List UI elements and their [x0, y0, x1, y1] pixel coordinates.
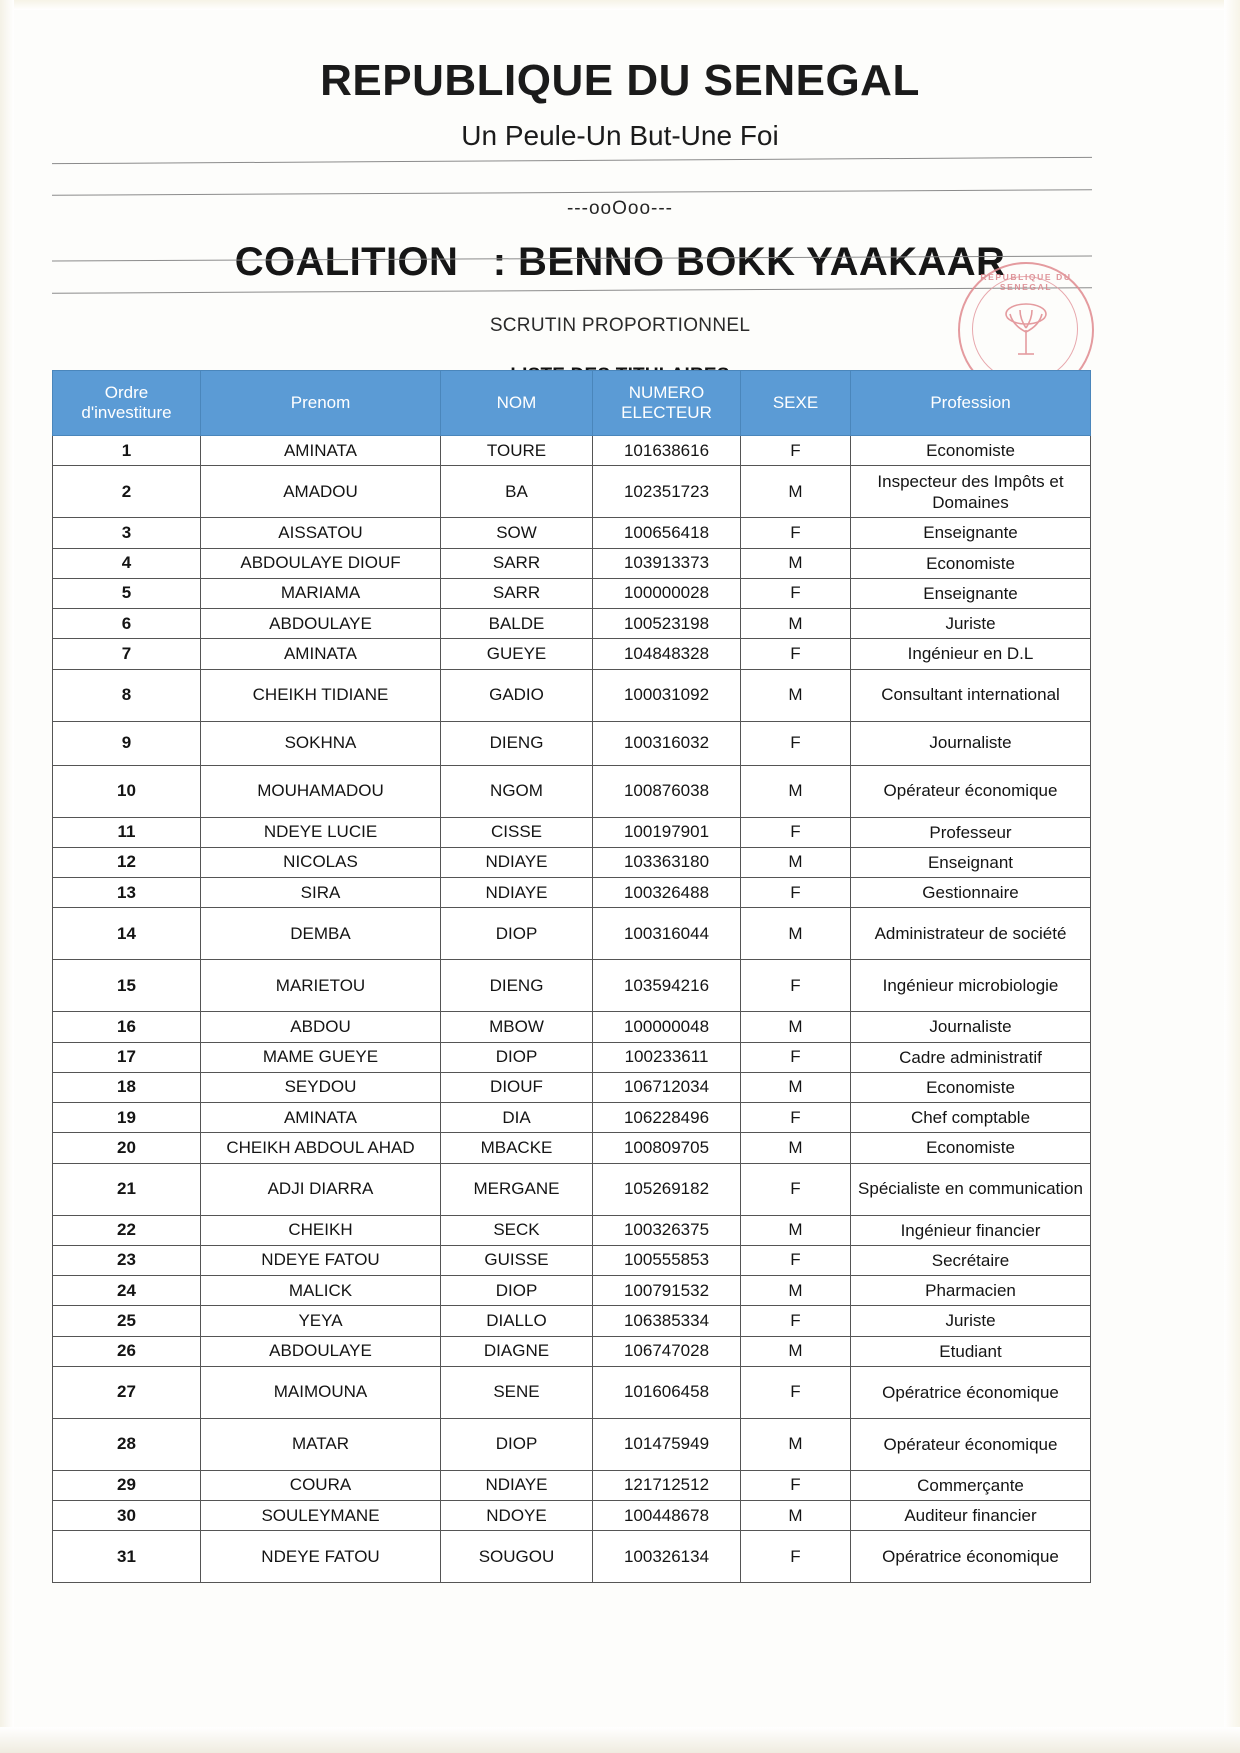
cell-sexe: M: [741, 765, 851, 817]
cell-prenom: CHEIKH ABDOUL AHAD: [201, 1133, 441, 1163]
table-row: [53, 817, 1091, 847]
col-header-nom: NOM: [441, 371, 593, 436]
cell-sexe: F: [741, 1103, 851, 1133]
cell-prenom: ABDOULAYE DIOUF: [201, 548, 441, 578]
cell-nom: SENE: [441, 1366, 593, 1418]
cell-profession: Pharmacien: [851, 1276, 1091, 1306]
coalition-title: COALITION : BENNO BOKK YAAKAAR: [234, 240, 1006, 284]
table-row: [53, 1306, 1091, 1336]
cell-numero: 103594216: [593, 960, 741, 1012]
cell-sexe: M: [741, 609, 851, 639]
cell-profession: Inspecteur des Impôts et Domaines: [851, 466, 1091, 518]
ornament-separator: ---ooOoo---: [566, 198, 673, 219]
col-header-sexe: SEXE: [741, 371, 851, 436]
cell-sexe: F: [741, 436, 851, 466]
cell-numero: 101606458: [593, 1366, 741, 1418]
table-row: [53, 436, 1091, 466]
cell-profession: Secrétaire: [851, 1245, 1091, 1275]
cell-numero: 100326488: [593, 878, 741, 908]
cell-numero: 100523198: [593, 609, 741, 639]
cell-numero: 106385334: [593, 1306, 741, 1336]
cell-ordre: 24: [53, 1276, 201, 1306]
table-row: [53, 1042, 1091, 1072]
cell-profession: Opératrice économique: [851, 1531, 1091, 1583]
national-motto: Un Peule-Un But-Une Foi: [461, 120, 779, 151]
scan-edge-bottom: [0, 1727, 1240, 1753]
cell-nom: DIALLO: [441, 1306, 593, 1336]
cell-profession: Economiste: [851, 1133, 1091, 1163]
cell-sexe: M: [741, 1072, 851, 1102]
cell-nom: SECK: [441, 1215, 593, 1245]
cell-ordre: 4: [53, 548, 201, 578]
cell-profession: Enseignante: [851, 578, 1091, 608]
cell-ordre: 30: [53, 1501, 201, 1531]
cell-prenom: MATAR: [201, 1418, 441, 1470]
cell-sexe: M: [741, 908, 851, 960]
cell-sexe: M: [741, 1501, 851, 1531]
cell-nom: SOUGOU: [441, 1531, 593, 1583]
cell-profession: Juriste: [851, 1306, 1091, 1336]
cell-prenom: NDEYE LUCIE: [201, 817, 441, 847]
cell-profession: Economiste: [851, 1072, 1091, 1102]
cell-ordre: 14: [53, 908, 201, 960]
col-header-ordre-line2: d'investiture: [81, 403, 172, 422]
cell-prenom: AMADOU: [201, 466, 441, 518]
cell-nom: DIOP: [441, 1418, 593, 1470]
cell-profession: Enseignante: [851, 518, 1091, 548]
cell-sexe: F: [741, 1163, 851, 1215]
table-row: [53, 1215, 1091, 1245]
cell-numero: 100448678: [593, 1501, 741, 1531]
table-row: [53, 1336, 1091, 1366]
cell-prenom: AMINATA: [201, 639, 441, 669]
cell-nom: NDIAYE: [441, 847, 593, 877]
cell-numero: 100876038: [593, 765, 741, 817]
cell-ordre: 15: [53, 960, 201, 1012]
cell-numero: 100031092: [593, 669, 741, 721]
cell-profession: Spécialiste en communication: [851, 1163, 1091, 1215]
cell-prenom: MARIETOU: [201, 960, 441, 1012]
cell-sexe: M: [741, 847, 851, 877]
cell-sexe: F: [741, 1366, 851, 1418]
country-title: REPUBLIQUE DU SENEGAL: [320, 56, 920, 105]
table-header: [53, 371, 1091, 436]
cell-numero: 100316044: [593, 908, 741, 960]
cell-prenom: AISSATOU: [201, 518, 441, 548]
cell-nom: SARR: [441, 548, 593, 578]
cell-sexe: M: [741, 1012, 851, 1042]
cell-sexe: M: [741, 1276, 851, 1306]
table-row: [53, 1072, 1091, 1102]
table-row: [53, 1276, 1091, 1306]
cell-profession: Gestionnaire: [851, 878, 1091, 908]
cell-nom: TOURE: [441, 436, 593, 466]
cell-ordre: 6: [53, 609, 201, 639]
cell-profession: Professeur: [851, 817, 1091, 847]
cell-numero: 100326375: [593, 1215, 741, 1245]
cell-numero: 106712034: [593, 1072, 741, 1102]
cell-numero: 101475949: [593, 1418, 741, 1470]
cell-nom: GADIO: [441, 669, 593, 721]
cell-prenom: SIRA: [201, 878, 441, 908]
table-header-row: [53, 371, 1091, 436]
cell-profession: Ingénieur microbiologie: [851, 960, 1091, 1012]
cell-profession: Ingénieur en D.L: [851, 639, 1091, 669]
cell-sexe: F: [741, 960, 851, 1012]
cell-profession: Consultant international: [851, 669, 1091, 721]
cell-profession: Ingénieur financier: [851, 1215, 1091, 1245]
cell-ordre: 11: [53, 817, 201, 847]
titulaires-table: [52, 370, 1091, 1583]
table-row: [53, 609, 1091, 639]
cell-numero: 100233611: [593, 1042, 741, 1072]
table-body: [53, 436, 1091, 1583]
cell-nom: GUEYE: [441, 639, 593, 669]
cell-numero: 106747028: [593, 1336, 741, 1366]
cell-profession: Opérateur économique: [851, 1418, 1091, 1470]
stamp-text-top: REPUBLIQUE DU SENEGAL: [980, 272, 1072, 292]
cell-prenom: SEYDOU: [201, 1072, 441, 1102]
cell-nom: SOW: [441, 518, 593, 548]
cell-nom: SARR: [441, 578, 593, 608]
cell-nom: GUISSE: [441, 1245, 593, 1275]
cell-prenom: ABDOULAYE: [201, 1336, 441, 1366]
cell-prenom: AMINATA: [201, 1103, 441, 1133]
cell-numero: 102351723: [593, 466, 741, 518]
cell-nom: DIOP: [441, 1276, 593, 1306]
cell-prenom: SOULEYMANE: [201, 1501, 441, 1531]
cell-prenom: SOKHNA: [201, 721, 441, 765]
cell-numero: 105269182: [593, 1163, 741, 1215]
cell-nom: DIOUF: [441, 1072, 593, 1102]
cell-nom: NGOM: [441, 765, 593, 817]
col-header-numero-line2: ELECTEUR: [621, 403, 712, 422]
cell-prenom: AMINATA: [201, 436, 441, 466]
cell-nom: NDIAYE: [441, 878, 593, 908]
col-header-prenom: Prenom: [201, 371, 441, 436]
cell-prenom: CHEIKH: [201, 1215, 441, 1245]
table-row: [53, 548, 1091, 578]
cell-sexe: F: [741, 721, 851, 765]
cell-sexe: M: [741, 1336, 851, 1366]
cell-ordre: 21: [53, 1163, 201, 1215]
col-header-numero-electeur: [593, 371, 741, 436]
table-row: [53, 721, 1091, 765]
cell-nom: DIENG: [441, 960, 593, 1012]
cell-profession: Journaliste: [851, 1012, 1091, 1042]
cell-nom: MBACKE: [441, 1133, 593, 1163]
cell-prenom: MAIMOUNA: [201, 1366, 441, 1418]
cell-prenom: ADJI DIARRA: [201, 1163, 441, 1215]
cell-prenom: MARIAMA: [201, 578, 441, 608]
cell-ordre: 5: [53, 578, 201, 608]
divider-rule-2: [52, 189, 1092, 195]
table-row: [53, 847, 1091, 877]
cell-sexe: F: [741, 518, 851, 548]
cell-nom: DIAGNE: [441, 1336, 593, 1366]
cell-sexe: F: [741, 639, 851, 669]
cell-sexe: M: [741, 1418, 851, 1470]
cell-nom: CISSE: [441, 817, 593, 847]
cell-ordre: 23: [53, 1245, 201, 1275]
cell-ordre: 7: [53, 639, 201, 669]
table-row: [53, 1501, 1091, 1531]
cell-nom: DIENG: [441, 721, 593, 765]
cell-ordre: 1: [53, 436, 201, 466]
divider-rule-1: [52, 157, 1092, 164]
cell-numero: 100656418: [593, 518, 741, 548]
cell-nom: DIOP: [441, 908, 593, 960]
cell-profession: Commerçante: [851, 1470, 1091, 1500]
cell-sexe: F: [741, 1245, 851, 1275]
cell-nom: NDOYE: [441, 1501, 593, 1531]
cell-sexe: F: [741, 1042, 851, 1072]
cell-sexe: M: [741, 1133, 851, 1163]
cell-ordre: 19: [53, 1103, 201, 1133]
cell-nom: BA: [441, 466, 593, 518]
scrutin-subtitle: SCRUTIN PROPORTIONNEL: [489, 315, 751, 336]
cell-ordre: 12: [53, 847, 201, 877]
table-row: [53, 578, 1091, 608]
cell-ordre: 31: [53, 1531, 201, 1583]
cell-prenom: DEMBA: [201, 908, 441, 960]
cell-ordre: 25: [53, 1306, 201, 1336]
cell-sexe: M: [741, 548, 851, 578]
cell-ordre: 9: [53, 721, 201, 765]
cell-profession: Etudiant: [851, 1336, 1091, 1366]
cell-prenom: ABDOULAYE: [201, 609, 441, 639]
cell-ordre: 13: [53, 878, 201, 908]
cell-numero: 101638616: [593, 436, 741, 466]
table-row: [53, 1103, 1091, 1133]
cell-prenom: YEYA: [201, 1306, 441, 1336]
cell-prenom: ABDOU: [201, 1012, 441, 1042]
cell-ordre: 16: [53, 1012, 201, 1042]
cell-numero: 100555853: [593, 1245, 741, 1275]
cell-numero: 104848328: [593, 639, 741, 669]
table-row: [53, 1470, 1091, 1500]
table-row: [53, 639, 1091, 669]
cell-numero: 100000048: [593, 1012, 741, 1042]
col-header-ordre-line1: Ordre: [104, 382, 149, 402]
cell-sexe: M: [741, 466, 851, 518]
table-row: [53, 1133, 1091, 1163]
cell-nom: MBOW: [441, 1012, 593, 1042]
cell-prenom: CHEIKH TIDIANE: [201, 669, 441, 721]
cell-numero: 106228496: [593, 1103, 741, 1133]
cell-sexe: F: [741, 878, 851, 908]
cell-profession: Enseignant: [851, 847, 1091, 877]
cell-sexe: M: [741, 1215, 851, 1245]
cell-sexe: F: [741, 1470, 851, 1500]
table-row: [53, 1531, 1091, 1583]
table-row: [53, 518, 1091, 548]
table-row: [53, 960, 1091, 1012]
cell-profession: Cadre administratif: [851, 1042, 1091, 1072]
cell-numero: 100326134: [593, 1531, 741, 1583]
cell-sexe: F: [741, 578, 851, 608]
cell-numero: 100000028: [593, 578, 741, 608]
cell-profession: Administrateur de société: [851, 908, 1091, 960]
cell-ordre: 27: [53, 1366, 201, 1418]
table-row: [53, 1012, 1091, 1042]
table-row: [53, 466, 1091, 518]
cell-prenom: NICOLAS: [201, 847, 441, 877]
cell-prenom: NDEYE FATOU: [201, 1245, 441, 1275]
cell-numero: 100197901: [593, 817, 741, 847]
titulaires-table-wrap: [52, 370, 1090, 1583]
cell-profession: Economiste: [851, 548, 1091, 578]
cell-sexe: F: [741, 1531, 851, 1583]
document-header: [0, 0, 1240, 387]
cell-numero: 100316032: [593, 721, 741, 765]
cell-prenom: MOUHAMADOU: [201, 765, 441, 817]
cell-ordre: 18: [53, 1072, 201, 1102]
cell-profession: Economiste: [851, 436, 1091, 466]
cell-numero: 103363180: [593, 847, 741, 877]
col-header-numero-line1: NUMERO: [628, 382, 705, 402]
table-row: [53, 765, 1091, 817]
cell-nom: MERGANE: [441, 1163, 593, 1215]
cell-ordre: 29: [53, 1470, 201, 1500]
table-row: [53, 908, 1091, 960]
cell-numero: 100791532: [593, 1276, 741, 1306]
cell-ordre: 2: [53, 466, 201, 518]
cell-ordre: 22: [53, 1215, 201, 1245]
cell-nom: DIOP: [441, 1042, 593, 1072]
cell-ordre: 26: [53, 1336, 201, 1366]
cell-ordre: 20: [53, 1133, 201, 1163]
cell-numero: 121712512: [593, 1470, 741, 1500]
cell-ordre: 8: [53, 669, 201, 721]
cell-profession: Opératrice économique: [851, 1366, 1091, 1418]
cell-nom: NDIAYE: [441, 1470, 593, 1500]
table-row: [53, 878, 1091, 908]
cell-nom: DIA: [441, 1103, 593, 1133]
divider-rule-4: [52, 287, 1092, 293]
cell-prenom: COURA: [201, 1470, 441, 1500]
cell-ordre: 28: [53, 1418, 201, 1470]
cell-numero: 103913373: [593, 548, 741, 578]
table-row: [53, 669, 1091, 721]
cell-ordre: 10: [53, 765, 201, 817]
cell-prenom: MAME GUEYE: [201, 1042, 441, 1072]
cell-sexe: M: [741, 669, 851, 721]
cell-ordre: 17: [53, 1042, 201, 1072]
cell-profession: Chef comptable: [851, 1103, 1091, 1133]
cell-profession: Opérateur économique: [851, 765, 1091, 817]
cell-sexe: F: [741, 817, 851, 847]
cell-nom: BALDE: [441, 609, 593, 639]
cell-ordre: 3: [53, 518, 201, 548]
cell-prenom: MALICK: [201, 1276, 441, 1306]
cell-numero: 100809705: [593, 1133, 741, 1163]
cell-profession: Auditeur financier: [851, 1501, 1091, 1531]
table-row: [53, 1245, 1091, 1275]
table-row: [53, 1418, 1091, 1470]
table-row: [53, 1163, 1091, 1215]
table-row: [53, 1366, 1091, 1418]
col-header-ordre: [53, 371, 201, 436]
col-header-profession: Profession: [851, 371, 1091, 436]
cell-profession: Journaliste: [851, 721, 1091, 765]
cell-profession: Juriste: [851, 609, 1091, 639]
cell-sexe: F: [741, 1306, 851, 1336]
cell-prenom: NDEYE FATOU: [201, 1531, 441, 1583]
